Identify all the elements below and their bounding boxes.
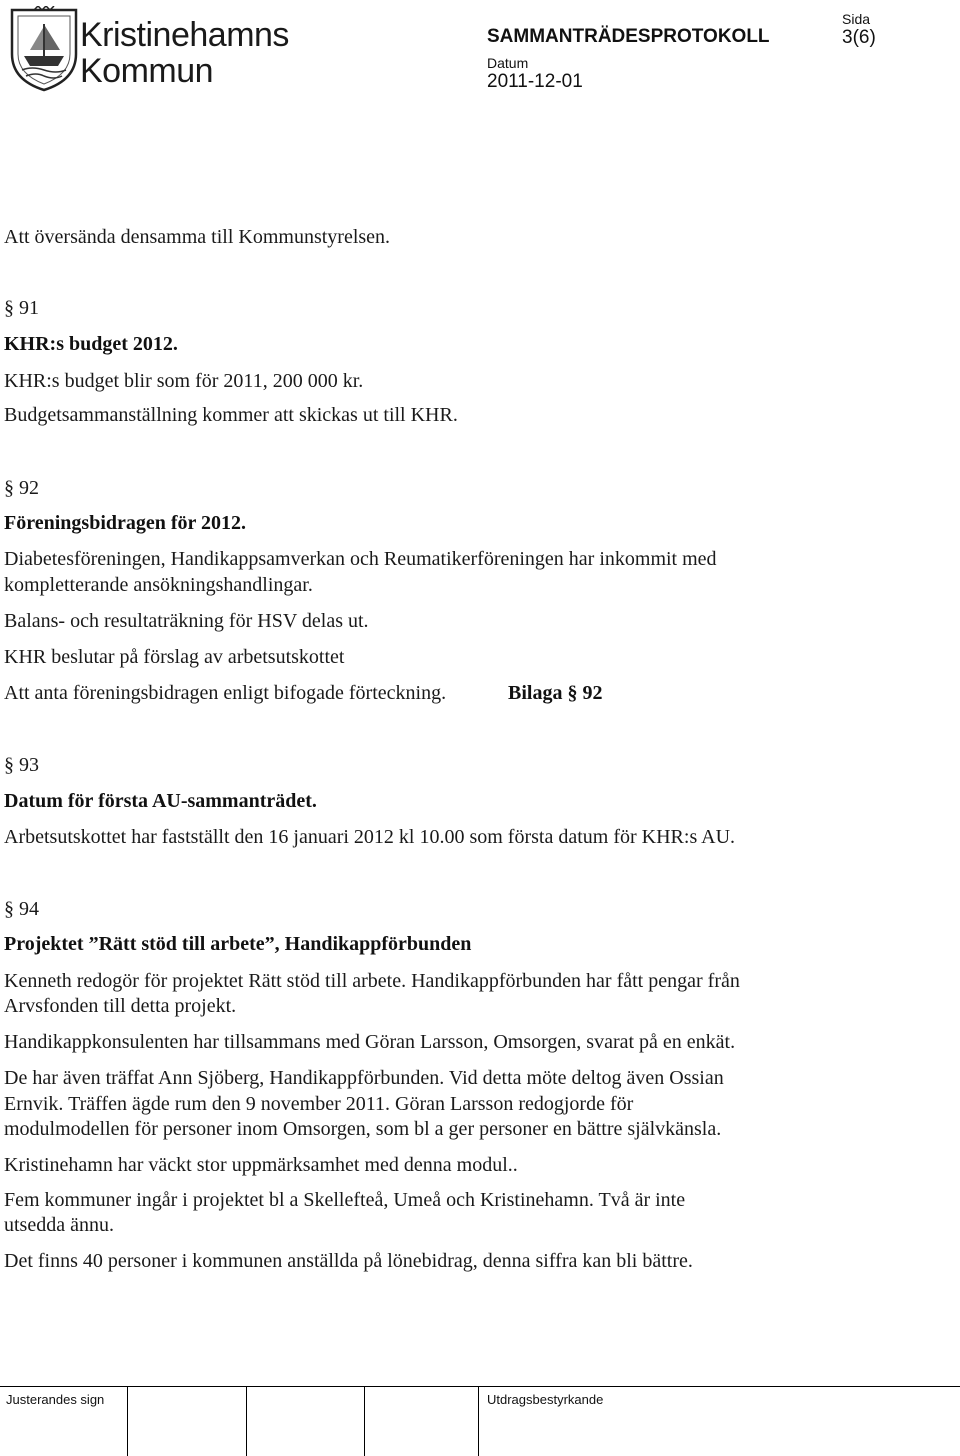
section-93-title: Datum för första AU-sammanträdet. [4,790,317,812]
section-93-line: Arbetsutskottet har fastställt den 16 januari 2012 kl 10.00 som första datum för KHR:s AU. [4,826,736,848]
section-91-line: KHR:s budget blir som för 2011, 200 000 kr. [4,370,364,392]
section-94-line: Kristinehamn har väckt stor uppmärksamhet med denna modul.. [4,1154,518,1176]
section-91-title: KHR:s budget 2012. [4,333,178,355]
footer-top-rule [0,1386,960,1387]
document-title: SAMMANTRÄDESPROTOKOLL [487,26,770,47]
section-94-line: Kenneth redogör för projektet Rätt stöd till arbete. Handikappförbunden har fått pengar från [4,970,740,992]
date-value: 2011-12-01 [487,71,583,92]
section-94-line: Fem kommuner ingår i projektet bl a Skellefteå, Umeå och Kristinehamn. Två är inte [4,1189,686,1211]
municipal-coat-of-arms-logo [8,6,80,92]
section-92-line: Att anta föreningsbidragen enligt bifogade förteckning. [4,682,447,704]
section-94-line: Handikappkonsulenten har tillsammans med Göran Larsson, Omsorgen, svarat på en enkät. [4,1031,736,1053]
page-label: Sida [842,11,871,27]
section-94-title: Projektet ”Rätt stöd till arbete”, Handikappförbunden [4,933,472,955]
utdragsbestyrkande-label: Utdragsbestyrkande [487,1392,604,1407]
organization-name-line2: Kommun [80,52,214,90]
section-93-number: § 93 [4,754,39,776]
section-91-number: § 91 [4,297,39,319]
section-92-line: Balans- och resultaträkning för HSV delas ut. [4,610,369,632]
signature-box-divider [246,1386,247,1456]
section-92-line: kompletterande ansökningshandlingar. [4,574,313,596]
signature-box-divider [127,1386,128,1456]
organization-name-line1: Kristinehamns [80,16,289,54]
intro-text: Att översända densamma till Kommunstyrelsen. [4,226,391,248]
signature-box-divider [364,1386,365,1456]
section-92-line: Diabetesföreningen, Handikappsamverkan och Reumatikerföreningen har inkommit med [4,548,717,570]
section-92-number: § 92 [4,477,39,499]
section-94-line: Ernvik. Träffen ägde rum den 9 november 2011. Göran Larsson redogjorde för [4,1093,634,1115]
justerandes-sign-label: Justerandes sign [6,1392,105,1407]
attachment-reference: Bilaga § 92 [508,682,603,704]
section-94-number: § 94 [4,898,39,920]
page-number: 3(6) [842,27,876,48]
section-94-line: Det finns 40 personer i kommunen anställda på lönebidrag, denna siffra kan bli bättre. [4,1250,693,1272]
section-94-line: utsedda ännu. [4,1214,114,1236]
section-94-line: modulmodellen för personer inom Omsorgen, som bl a ger personer en bättre självkänsla. [4,1118,722,1140]
section-94-line: Arvsfonden till detta projekt. [4,995,237,1017]
signature-box-divider [478,1386,479,1456]
section-94-line: De har även träffat Ann Sjöberg, Handikappförbunden. Vid detta möte deltog även Ossian [4,1067,724,1089]
section-92-title: Föreningsbidragen för 2012. [4,512,247,534]
section-92-line: KHR beslutar på förslag av arbetsutskottet [4,646,345,668]
section-91-line: Budgetsammanställning kommer att skickas ut till KHR. [4,404,458,426]
date-label: Datum [487,55,529,71]
